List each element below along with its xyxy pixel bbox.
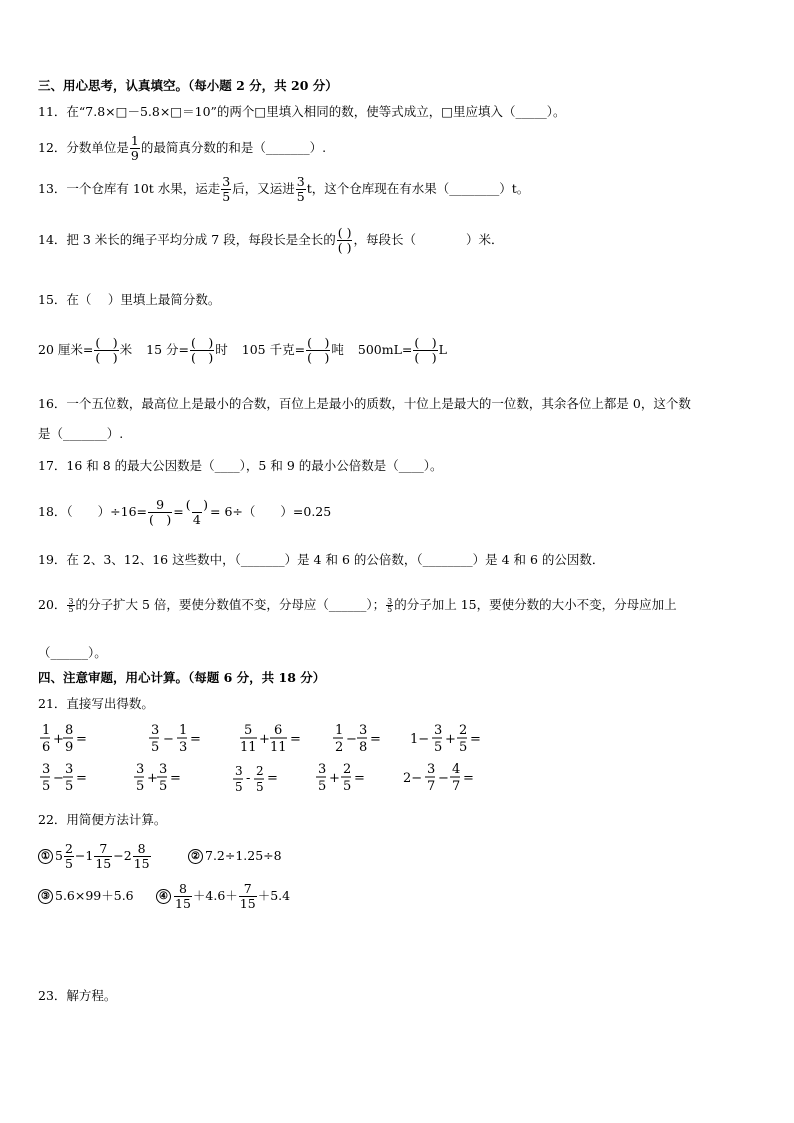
svg-text:5: 5	[151, 740, 160, 755]
svg-text:+: +	[259, 732, 270, 747]
svg-text:=: =	[470, 732, 481, 747]
svg-text:1: 1	[179, 723, 188, 738]
svg-text:7: 7	[452, 779, 461, 794]
svg-text:8: 8	[65, 723, 74, 738]
svg-text:3: 3	[434, 723, 443, 738]
question-11: 11．在“7.8×□－5.8×□＝10”的两个□里填入相同的数，使等式成立，□里应填入（_____）。	[38, 104, 566, 119]
svg-text:5: 5	[434, 740, 443, 755]
svg-text:−: −	[346, 732, 357, 747]
svg-text:2: 2	[459, 723, 468, 738]
section-4-heading: 四、注意审题，用心计算。（每题 6 分，共 18 分）	[38, 670, 326, 685]
svg-text:+: +	[329, 771, 340, 786]
svg-text:11: 11	[270, 740, 287, 755]
question-23: 23．解方程。	[38, 988, 117, 1003]
svg-text:−: −	[163, 732, 174, 747]
question-19: 19．在 2、3、12、16 这些数中，（_______）是 4 和 6 的公倍数，（________）是 4 和 6 的公因数．	[38, 552, 605, 567]
svg-text:3: 3	[42, 762, 51, 777]
svg-text:3: 3	[179, 740, 188, 755]
question-22-3: ③ 5.6×99＋5.6	[38, 888, 134, 904]
svg-text:5: 5	[256, 780, 264, 794]
svg-text:2: 2	[335, 740, 344, 755]
svg-text:5: 5	[136, 779, 145, 794]
question-15: 15．在（ ）里填上最简分数。	[38, 292, 221, 307]
section-3-heading: 三、用心思考，认真填空。（每小题 2 分，共 20 分）	[38, 78, 338, 93]
svg-text:7: 7	[427, 779, 436, 794]
svg-text:=: =	[290, 732, 301, 747]
svg-text:−: −	[53, 771, 64, 786]
svg-text:=: =	[76, 732, 87, 747]
question-17: 17．16 和 8 的最大公因数是（____），5 和 9 的最小公倍数是（____）。	[38, 458, 443, 473]
svg-text:3: 3	[235, 764, 243, 778]
question-18: 18．（ ）÷16= $\frac{9}{( )}$ = $\frac{( )}{4}$ = 6÷（ ）=0.25	[38, 497, 332, 527]
question-22-2: ② 7.2÷1.25÷8	[188, 848, 282, 864]
question-16-line-2: 是（_______）.	[38, 426, 124, 441]
svg-text:1: 1	[42, 723, 51, 738]
svg-text:1−: 1−	[410, 732, 430, 747]
svg-text:+: +	[445, 732, 456, 747]
svg-text:3: 3	[65, 762, 74, 777]
svg-text:+: +	[147, 771, 158, 786]
svg-text:=: =	[170, 771, 181, 786]
svg-text:3: 3	[136, 762, 145, 777]
svg-text:+: +	[53, 732, 64, 747]
question-15-blanks: 20 厘米= $\frac{( )}{( )}$ 米 15 分= $\frac{( )}{( )}$ 时 105 千克= $\frac{( )}{( )}$ 吨 500mL= $\frac{( )}{( )}$ L	[38, 335, 447, 365]
question-12: 12．分数单位是 $\frac{1}{9}$ 的最简真分数的和是（_______）.	[38, 133, 327, 163]
svg-text:2: 2	[256, 764, 264, 778]
question-20: 20． $\frac{3}{5}$ 的分子扩大 5 倍，要使分数值不变，分母应（______）； $\frac{3}{5}$ 的分子加上 15，要使分数的大小不变，分母应加上	[38, 597, 677, 614]
svg-text:=: =	[370, 732, 381, 747]
svg-text:5: 5	[318, 779, 327, 794]
svg-text:3: 3	[359, 723, 368, 738]
svg-text:=: =	[463, 771, 474, 786]
svg-text:5: 5	[42, 779, 51, 794]
svg-text:2−: 2−	[403, 771, 423, 786]
question-14: 14．把 3 米长的绳子平均分成 7 段，每段长是全长的 $\frac{( )}{( )}$ ，每段长（ ）米．	[38, 225, 504, 255]
svg-text:2: 2	[343, 762, 352, 777]
question-13: 13．一个仓库有 10t 水果，运走 $\frac{3}{5}$ 后，又运进 $\frac{3}{5}$ t，这个仓库现在有水果（________）t。	[38, 174, 530, 204]
svg-text:−: −	[438, 771, 449, 786]
svg-text:=: =	[267, 771, 278, 786]
svg-text:5: 5	[343, 779, 352, 794]
svg-text:=: =	[354, 771, 365, 786]
svg-text:6: 6	[274, 723, 283, 738]
svg-text:3: 3	[159, 762, 168, 777]
svg-text:=: =	[76, 771, 87, 786]
svg-text:6: 6	[42, 740, 51, 755]
svg-text:1: 1	[335, 723, 344, 738]
question-20-line-2: （______）。	[38, 645, 107, 660]
question-22-4: ④ $\frac{8}{15}$ ＋4.6＋ $\frac{7}{15}$ ＋5.4	[156, 882, 290, 911]
svg-text:3: 3	[427, 762, 436, 777]
svg-text:5: 5	[459, 740, 468, 755]
svg-text:5: 5	[244, 723, 253, 738]
mental-arithmetic-grid	[38, 718, 508, 808]
svg-text:5: 5	[159, 779, 168, 794]
svg-text:4: 4	[452, 762, 461, 777]
question-21: 21．直接写出得数。	[38, 696, 154, 711]
svg-text:3: 3	[318, 762, 327, 777]
svg-text:11: 11	[240, 740, 257, 755]
row-1	[40, 723, 481, 755]
svg-text:-: -	[246, 771, 251, 786]
svg-text:5: 5	[235, 780, 243, 794]
question-16-line-1: 16．一个五位数，最高位上是最小的合数，百位上是最小的质数，十位上是最大的一位数，其余各位上都是 0，这个数	[38, 396, 691, 411]
question-22: 22．用简便方法计算。	[38, 812, 167, 827]
svg-text:=: =	[190, 732, 201, 747]
row-2	[40, 762, 474, 794]
svg-text:9: 9	[65, 740, 74, 755]
svg-text:8: 8	[359, 740, 368, 755]
question-22-1: ① 5 $\frac{2}{5}$ −1 $\frac{7}{15}$ −2 $\frac{8}{15}$	[38, 842, 152, 871]
svg-text:3: 3	[151, 723, 160, 738]
svg-text:5: 5	[65, 779, 74, 794]
